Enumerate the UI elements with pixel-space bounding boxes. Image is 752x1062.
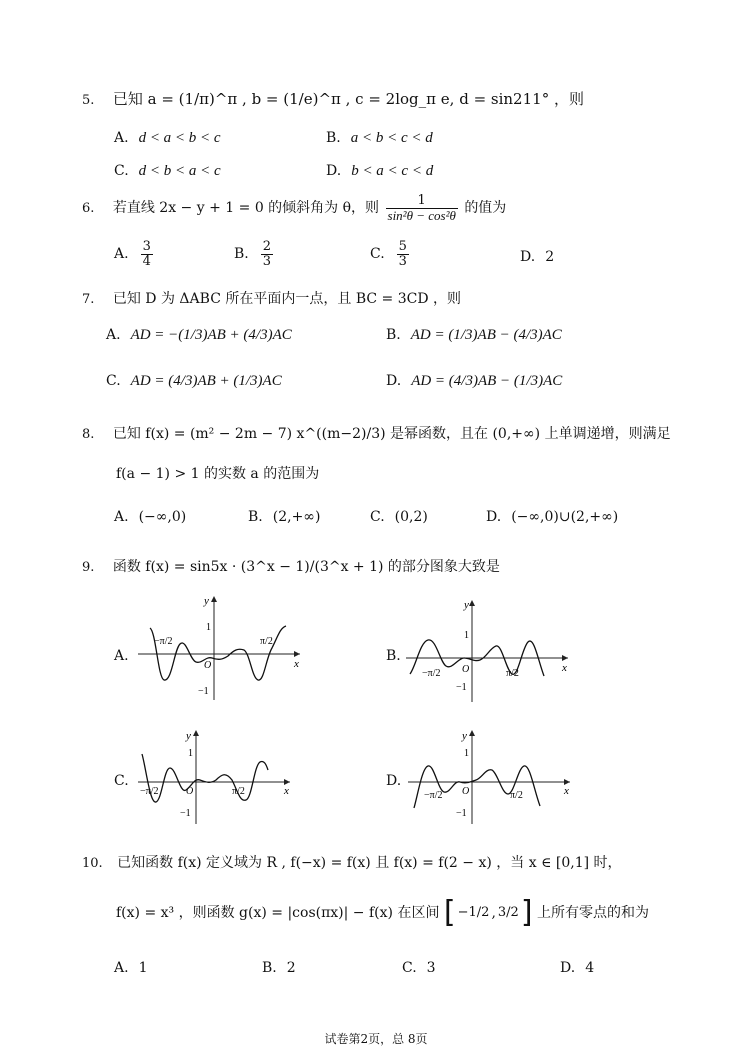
fraction-denominator: 4	[142, 253, 151, 269]
fraction-numerator: 2	[262, 239, 272, 254]
question-8	[82, 423, 671, 443]
option-b[interactable]	[326, 130, 433, 147]
option-label: A.	[106, 327, 121, 343]
option-b[interactable]	[248, 509, 320, 525]
curve	[150, 626, 286, 680]
option-c[interactable]	[370, 240, 411, 268]
option-label: A.	[114, 509, 129, 525]
option-label: D.	[386, 373, 402, 389]
option-text: 4	[585, 960, 595, 976]
option-label: B.	[262, 960, 277, 976]
option-fraction	[397, 240, 409, 268]
y-tick-neg1: −1	[180, 808, 191, 819]
left-bracket: [	[443, 895, 456, 930]
y-tick-neg1: −1	[198, 686, 209, 697]
y-label: y	[204, 595, 209, 607]
x-label: x	[564, 785, 569, 797]
x-tick-neg-pi-half: −π/2	[154, 636, 173, 647]
question-stem: 已知 a = (1/π)^π , b = (1/e)^π , c = 2log_π e, d = sin211° ，则	[112, 90, 584, 108]
option-text: a < b < c < d	[350, 130, 433, 146]
page-footer: 试卷第2页，总 8页	[324, 1032, 428, 1046]
graph-d-label[interactable]: D.	[386, 773, 402, 789]
question-stem-line1: 已知 f(x) = (m² − 2m − 7) x^((m−2)/3) 是幂函数，且在 (0,+∞) 上单调递增，则满足	[112, 426, 671, 442]
x-tick-pi-half: π/2	[232, 786, 245, 797]
y-label: y	[464, 599, 469, 611]
y-arrow	[469, 730, 475, 736]
y-tick-1: 1	[206, 622, 211, 633]
option-d[interactable]	[326, 163, 433, 180]
x-tick-neg-pi-half: −π/2	[424, 790, 443, 801]
fraction	[386, 194, 458, 222]
x-tick-pi-half: π/2	[510, 790, 523, 801]
option-label: C.	[114, 163, 129, 179]
option-label: C.	[402, 960, 417, 976]
interval-lower: −1/2	[457, 905, 490, 921]
question-stem: 已知 D 为 ΔABC 所在平面内一点，且 BC = 3CD ，则	[112, 291, 461, 307]
y-arrow	[211, 596, 217, 602]
option-d[interactable]	[560, 960, 594, 976]
option-text: 3	[426, 960, 436, 976]
y-tick-1: 1	[464, 630, 469, 641]
option-d[interactable]	[386, 373, 562, 390]
y-label: y	[186, 730, 191, 742]
question-number: 8.	[82, 427, 95, 442]
option-text: 2	[545, 249, 555, 265]
option-label: C.	[106, 373, 121, 389]
option-fraction	[141, 240, 153, 268]
y-arrow	[193, 730, 199, 736]
option-label: A.	[114, 960, 129, 976]
x-label: x	[284, 785, 289, 797]
question-stem-line2: f(a − 1) > 1 的实数 a 的范围为	[116, 466, 320, 482]
curve	[142, 754, 268, 802]
question-number: 10.	[82, 856, 103, 871]
option-label: B.	[326, 130, 341, 146]
question-stem-post: 的值为	[464, 200, 507, 217]
right-bracket: ]	[520, 895, 533, 930]
question-number: 9.	[82, 560, 95, 575]
option-text: d < a < b < c	[138, 130, 221, 146]
option-a[interactable]	[114, 960, 147, 976]
option-label: A.	[114, 246, 129, 263]
option-c[interactable]	[106, 373, 282, 390]
y-tick-1: 1	[188, 748, 193, 759]
origin-label: O	[186, 786, 194, 797]
y-tick-1: 1	[464, 748, 469, 759]
option-a[interactable]	[106, 327, 292, 344]
question-stem-line1: 已知函数 f(x) 定义域为 R , f(−x) = f(x) 且 f(x) = f(2 − x) ，当 x ∈ [0,1] 时，	[117, 855, 622, 871]
x-tick-pi-half: π/2	[506, 668, 519, 679]
option-label: C.	[370, 246, 385, 263]
question-stem: 函数 f(x) = sin5x · (3^x − 1)/(3^x + 1) 的部分图象大致是	[112, 559, 500, 575]
question-number: 7.	[82, 292, 95, 307]
fraction-numerator: 3	[142, 239, 151, 254]
x-tick-neg-pi-half: −π/2	[140, 786, 159, 797]
option-text: AD = (4/3)AB + (1/3)AC	[130, 373, 282, 389]
option-label: C.	[370, 509, 385, 525]
question-7	[82, 288, 461, 308]
origin-label: O	[462, 786, 470, 797]
x-arrow	[294, 651, 300, 657]
option-label: D.	[326, 163, 342, 179]
graph-d[interactable]	[404, 728, 574, 828]
question-6	[82, 194, 506, 222]
option-label: D.	[520, 249, 536, 265]
option-text: AD = −(1/3)AB + (4/3)AC	[130, 327, 292, 343]
question-number: 6.	[82, 201, 95, 217]
graph-c[interactable]	[134, 728, 294, 828]
interval-upper: 3/2	[497, 905, 519, 921]
option-text: AD = (1/3)AB − (4/3)AC	[410, 327, 562, 343]
option-text: AD = (4/3)AB − (1/3)AC	[411, 373, 563, 389]
option-label: A.	[114, 130, 129, 146]
question-stem-pre: 若直线 2x − y + 1 = 0 的倾斜角为 θ，则	[112, 200, 380, 217]
option-c[interactable]	[402, 960, 436, 976]
y-tick-neg1: −1	[456, 682, 467, 693]
fraction-numerator: 1	[386, 194, 458, 209]
option-b[interactable]	[234, 240, 275, 268]
y-tick-neg1: −1	[456, 808, 467, 819]
fraction-numerator: 5	[398, 239, 407, 254]
x-tick-pi-half: π/2	[260, 636, 273, 647]
option-a[interactable]	[114, 509, 186, 525]
option-label: B.	[234, 246, 249, 263]
graph-b[interactable]	[402, 596, 572, 706]
graph-b-label[interactable]: B.	[386, 648, 401, 664]
graph-c-label[interactable]: C.	[114, 773, 129, 789]
question-9	[82, 556, 500, 576]
x-label: x	[562, 662, 567, 674]
option-fraction	[261, 240, 273, 268]
fraction-denominator: 3	[398, 253, 407, 269]
question-number: 5.	[82, 93, 95, 108]
option-c[interactable]	[370, 509, 428, 525]
option-label: D.	[560, 960, 576, 976]
x-label: x	[294, 658, 299, 670]
graph-a[interactable]	[134, 592, 304, 702]
option-text: (−∞,0)∪(2,+∞)	[511, 509, 619, 525]
option-d[interactable]	[520, 249, 554, 265]
option-text: (2,+∞)	[272, 509, 321, 525]
y-arrow	[469, 600, 475, 606]
y-label: y	[462, 730, 467, 742]
curve	[414, 766, 540, 808]
x-tick-neg-pi-half: −π/2	[422, 668, 441, 679]
option-label: D.	[486, 509, 502, 525]
option-text: d < b < a < c	[138, 163, 221, 179]
x-arrow	[562, 655, 568, 661]
option-text: b < a < c < d	[351, 163, 434, 179]
option-label: B.	[248, 509, 263, 525]
question-8-line2	[116, 463, 319, 483]
option-text: 2	[286, 960, 296, 976]
option-a[interactable]	[114, 130, 221, 147]
fraction-denominator: sin²θ − cos²θ	[387, 207, 456, 223]
question-5	[82, 88, 584, 109]
option-text: 1	[138, 960, 148, 976]
question-10-line2: f(x) = x³ ，则函数 g(x) = |cos(πx)| − f(x) 在区间 [ −1/2 , 3/2] 上所有零点的和为	[116, 895, 649, 930]
fraction-denominator: 3	[262, 253, 272, 269]
option-c[interactable]	[114, 163, 221, 180]
question-stem-line2-pre: f(x) = x³ ，则函数 g(x) = |cos(πx)| − f(x) 在区间	[116, 905, 440, 921]
origin-label: O	[462, 664, 470, 675]
option-d[interactable]	[486, 509, 618, 525]
option-label: B.	[386, 327, 401, 343]
question-10	[82, 852, 622, 872]
option-text: (0,2)	[394, 509, 428, 525]
option-a[interactable]	[114, 240, 155, 268]
question-stem-line2-post: 上所有零点的和为	[537, 905, 649, 921]
option-b[interactable]	[262, 960, 296, 976]
origin-label: O	[204, 660, 212, 671]
option-b[interactable]	[386, 327, 562, 344]
option-text: (−∞,0)	[138, 509, 187, 525]
graph-a-label[interactable]: A.	[114, 648, 129, 664]
